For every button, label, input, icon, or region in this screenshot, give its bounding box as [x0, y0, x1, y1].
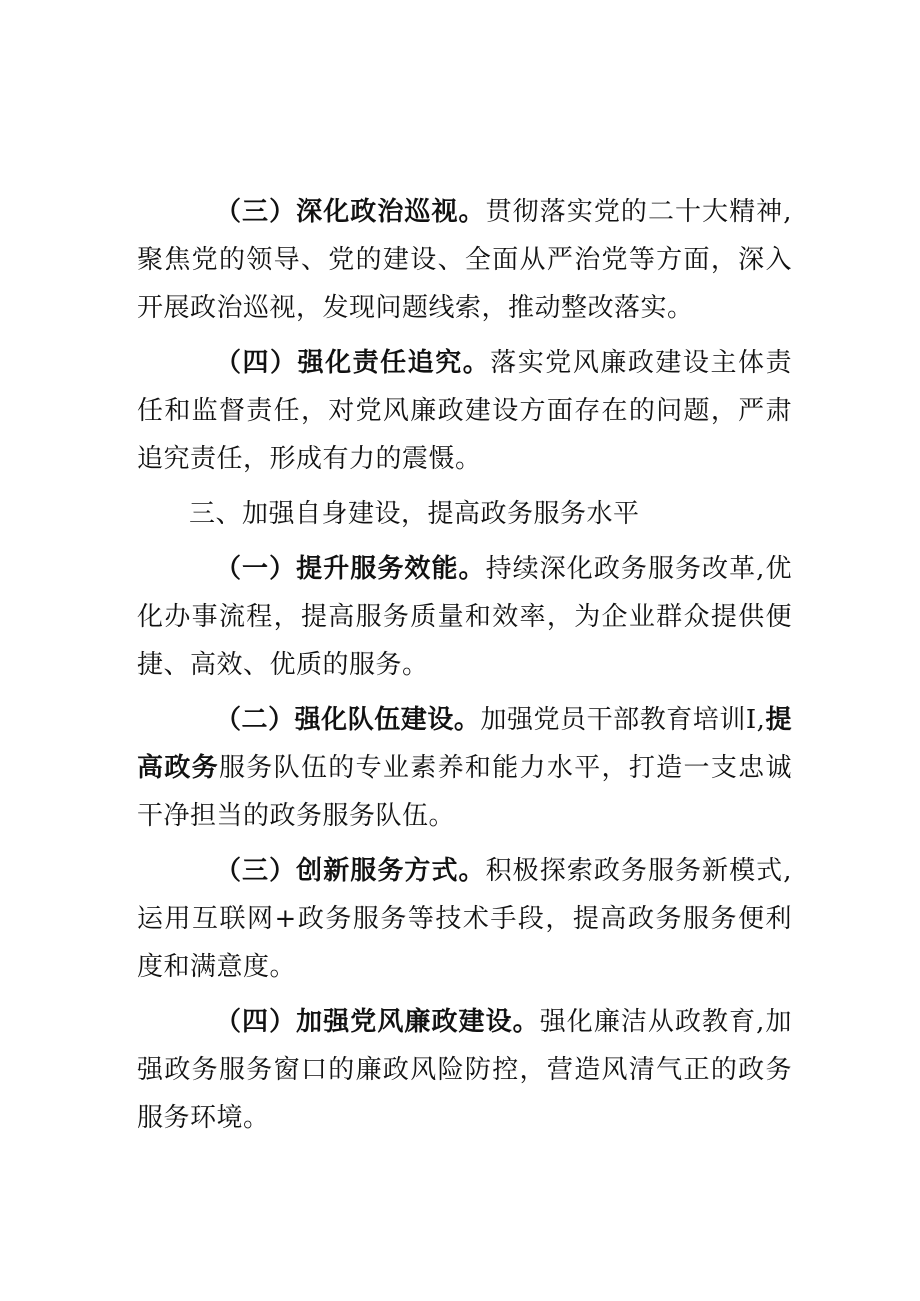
paragraph-lead: （三）创新服务方式。 — [215, 856, 486, 886]
paragraph-lead: （二）强化队伍建设。 — [215, 705, 481, 735]
paragraph-lead: （四）强化责任追究。 — [215, 348, 491, 378]
paragraph-lead-continued: 提高政务 — [137, 705, 792, 783]
paragraph-improve-service-efficiency — [137, 545, 792, 689]
paragraph-team-building — [137, 696, 792, 840]
paragraph-body: 积极探索政务服务新模式,运用互联网+政务服务等技术手段，提高政务服务便利度和满意度。 — [137, 856, 792, 982]
paragraph-body: 持续深化政务服务改革,优化办事流程，提高服务质量和效率，为企业群众提供便捷、高效、优质的服务。 — [137, 554, 792, 680]
paragraph-body: 落实党风廉政建设主体责任和监督责任，对党风廉政建设方面存在的问题，严肃追究责任，形成有力的震慑。 — [137, 348, 792, 474]
document-body — [137, 188, 792, 1149]
paragraph-innovate-service-methods — [137, 847, 792, 991]
paragraph-lead: （四）加强党风廉政建设。 — [215, 1007, 540, 1037]
paragraph-deepen-political-inspection — [137, 188, 792, 332]
section-heading: 三、加强自身建设，提高政务服务水平 — [189, 499, 640, 529]
paragraph-body: 强化廉洁从政教育,加强政务服务窗口的廉政风险防控，营造风清气正的政务服务环境。 — [137, 1007, 792, 1133]
paragraph-body: 贯彻落实党的二十大精神,聚焦党的领导、党的建设、全面从严治党等方面，深入开展政治巡视，发现问题线索，推动整改落实。 — [137, 197, 792, 323]
paragraph-strengthen-accountability — [137, 339, 792, 483]
paragraph-lead: （三）深化政治巡视。 — [215, 197, 486, 227]
paragraph-body-continued: 服务队伍的专业素养和能力水平，打造一支忠诚干净担当的政务服务队伍。 — [137, 753, 792, 831]
paragraph-lead: （一）提升服务效能。 — [215, 554, 486, 584]
paragraph-integrity-building — [137, 998, 792, 1142]
paragraph-body: 加强党员干部教育培训I, — [480, 705, 766, 735]
